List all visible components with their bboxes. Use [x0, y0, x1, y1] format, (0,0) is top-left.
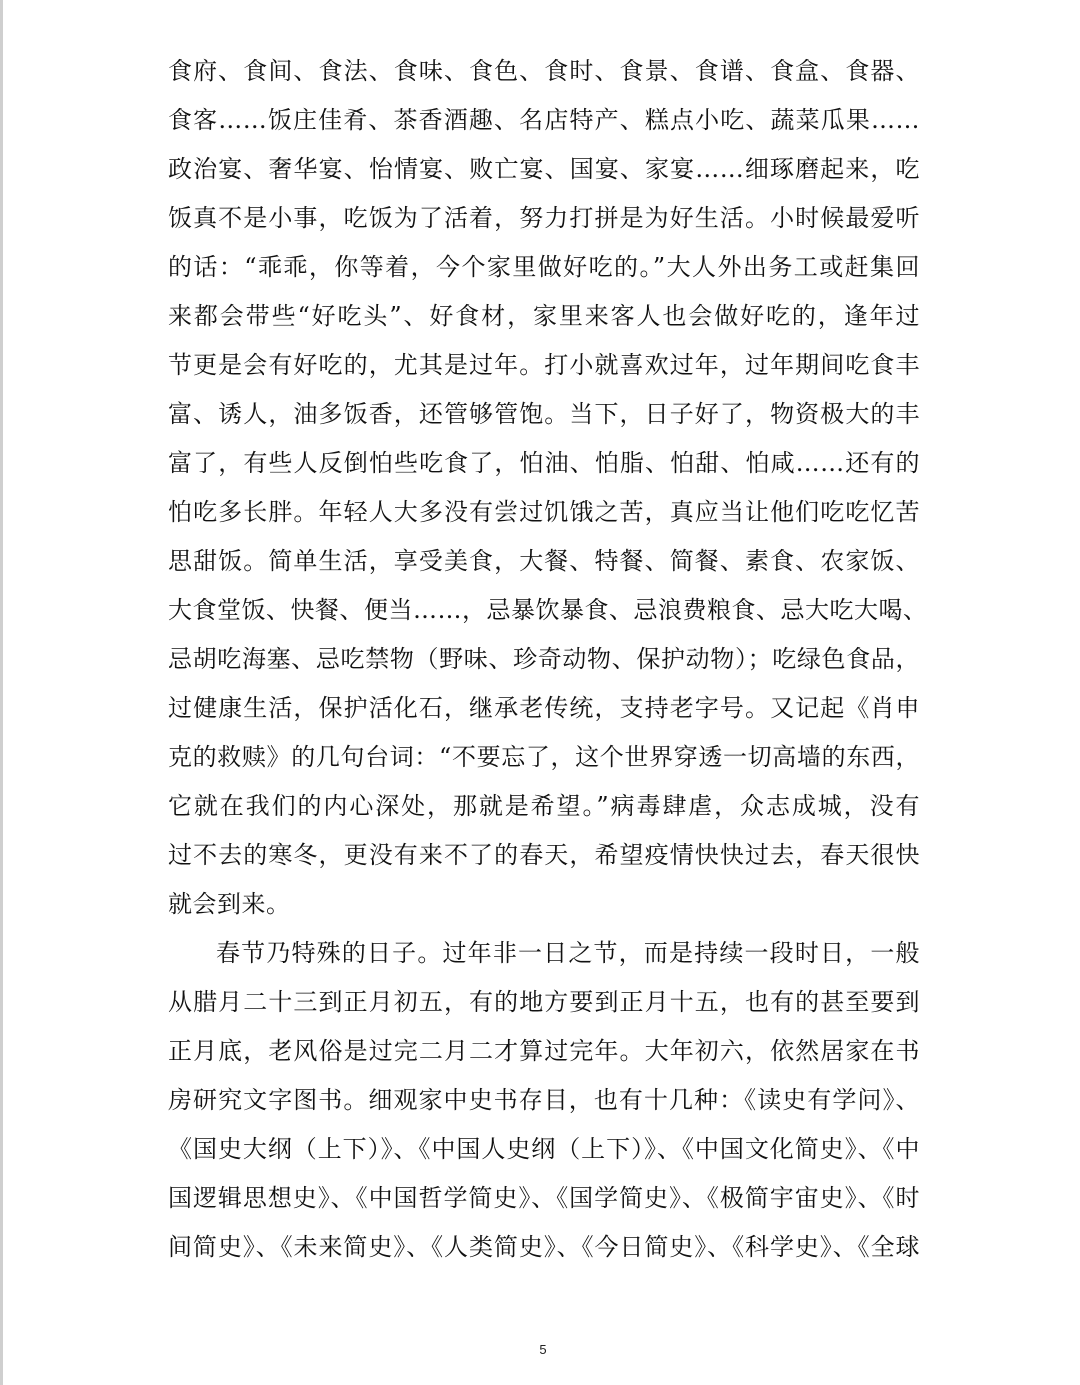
text-line: 富了，有些人反倒怕些吃食了，怕油、怕脂、怕甜、怕咸……还有的 — [168, 449, 920, 477]
text-line: 过健康生活，保护活化石，继承老传统，支持老字号。又记起《肖申 — [168, 694, 920, 722]
text-line: 正月底，老风俗是过完二月二才算过完年。大年初六，依然居家在书 — [168, 1037, 920, 1065]
text-line: 大食堂饭、快餐、便当……，忌暴饮暴食、忌浪费粮食、忌大吃大喝、 — [168, 596, 928, 624]
text-line: 富、诱人，油多饭香，还管够管饱。当下，日子好了，物资极大的丰 — [168, 400, 920, 428]
paragraph-1 — [168, 47, 928, 929]
text-line: 来都会带些“好吃头”、好食材，家里来客人也会做好吃的，逢年过 — [168, 302, 920, 330]
text-line: 就会到来。 — [168, 890, 291, 918]
body-text — [168, 47, 928, 1272]
paragraph-2 — [168, 929, 920, 1272]
text-line: 房研究文字图书。细观家中史书存目，也有十几种：《读史有学问》、 — [168, 1086, 920, 1114]
text-line: 的话：“乖乖，你等着，今个家里做好吃的。”大人外出务工或赶集回 — [168, 253, 920, 281]
text-line: 政治宴、奢华宴、怡情宴、败亡宴、国宴、家宴……细琢磨起来，吃 — [168, 155, 920, 183]
text-line: 国逻辑思想史》、《中国哲学简史》、《国学简史》、《极简宇宙史》、《时 — [168, 1184, 920, 1212]
text-line: 食客……饭庄佳肴、茶香酒趣、名店特产、糕点小吃、蔬菜瓜果…… — [168, 106, 920, 134]
text-line: 怕吃多长胖。年轻人大多没有尝过饥饿之苦，真应当让他们吃吃忆苦 — [168, 498, 920, 526]
page-number: 5 — [539, 1342, 547, 1357]
text-line: 节更是会有好吃的，尤其是过年。打小就喜欢过年，过年期间吃食丰 — [168, 351, 920, 379]
text-line: 过不去的寒冬，更没有来不了的春天，希望疫情快快过去，春天很快 — [168, 841, 920, 869]
text-line: 食府、食间、食法、食味、食色、食时、食景、食谱、食盒、食器、 — [168, 57, 920, 85]
text-line: 它就在我们的内心深处，那就是希望。”病毒肆虐，众志成城，没有 — [168, 792, 920, 820]
text-line: 忌胡吃海塞、忌吃禁物（野味、珍奇动物、保护动物）；吃绿色食品， — [168, 645, 920, 673]
text-line: 克的救赎》的几句台词：“不要忘了，这个世界穿透一切高墙的东西， — [168, 743, 920, 771]
text-line: 春节乃特殊的日子。过年非一日之节，而是持续一段时日，一般 — [216, 939, 920, 967]
text-line: 间简史》、《未来简史》、《人类简史》、《今日简史》、《科学史》、《全球 — [168, 1233, 920, 1261]
text-line: 从腊月二十三到正月初五，有的地方要到正月十五，也有的甚至要到 — [168, 988, 920, 1016]
text-line: 《国史大纲（上下）》、《中国人史纲（上下）》、《中国文化简史》、《中 — [168, 1135, 920, 1163]
text-line: 饭真不是小事，吃饭为了活着，努力打拼是为好生活。小时候最爱听 — [168, 204, 920, 232]
text-line: 思甜饭。简单生活，享受美食，大餐、特餐、简餐、素食、农家饭、 — [168, 547, 920, 575]
